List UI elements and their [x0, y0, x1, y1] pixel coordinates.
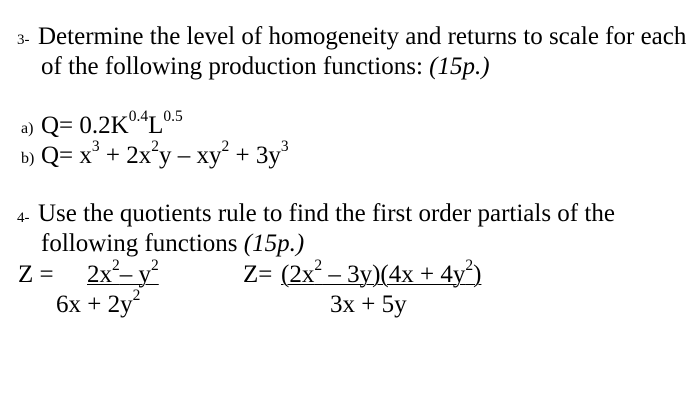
function-1-d1: 6x + 2y [56, 291, 133, 318]
item-b-formula [41, 138, 289, 169]
question-4-number: 4- [17, 210, 30, 226]
function-1-lhs: Z = [18, 261, 54, 288]
question-3-line-2 [41, 54, 490, 79]
item-a-label: a) [21, 120, 34, 137]
item-b-e1: 3 [91, 138, 100, 156]
question-3-number: 3- [17, 32, 30, 48]
question-4-line-2-text: following functions [41, 230, 238, 257]
function-2-n1: (2x [281, 261, 315, 288]
item-a-exp1: 0.4 [128, 108, 149, 126]
item-b-t4: + 3y [229, 142, 281, 169]
item-a-mid: L [148, 112, 164, 139]
item-b-e3: 2 [221, 138, 230, 156]
item-b-t3: y – xy [159, 142, 222, 169]
function-1-n1: 2x [87, 261, 112, 288]
function-1-denominator [56, 287, 141, 318]
item-b-t2: + 2x [99, 142, 152, 169]
item-a-formula [41, 108, 183, 139]
question-3-line-2-text: of the following production functions: [41, 53, 423, 80]
function-2-lhs: Z= [243, 261, 273, 288]
item-a-exp2: 0.5 [163, 108, 183, 126]
function-2-n3: ) [473, 261, 482, 288]
question-3-points: (15p.) [429, 53, 490, 80]
function-2-n2: – 3y)(4x + 4y [322, 261, 466, 288]
question-4-line-2 [41, 231, 304, 256]
function-1-de1: 2 [132, 287, 141, 305]
item-b-e2: 2 [151, 138, 160, 156]
function-2-numerator-text [281, 257, 482, 288]
item-b-e4: 3 [280, 138, 289, 156]
question-3-line-1: Determine the level of homogeneity and returns to scale for each [38, 23, 687, 50]
function-2-ne1: 2 [314, 257, 323, 275]
function-2-denominator: 3x + 5y [330, 291, 407, 318]
question-4-line-1: Use the quotients rule to find the first order partials of the [38, 200, 615, 227]
item-b-t1: Q= x [41, 142, 92, 169]
item-b-label: b) [21, 150, 35, 167]
function-1-n2: – y [119, 261, 151, 288]
function-1-ne2: 2 [151, 257, 159, 275]
question-4-points: (15p.) [243, 230, 305, 257]
function-1-ne1: 2 [112, 257, 120, 275]
function-1-numerator [87, 257, 159, 288]
function-1-numerator-text [87, 257, 159, 288]
function-2-numerator [281, 257, 482, 288]
function-2-ne2: 2 [465, 257, 474, 275]
item-a-prefix: Q= 0.2K [41, 112, 129, 139]
